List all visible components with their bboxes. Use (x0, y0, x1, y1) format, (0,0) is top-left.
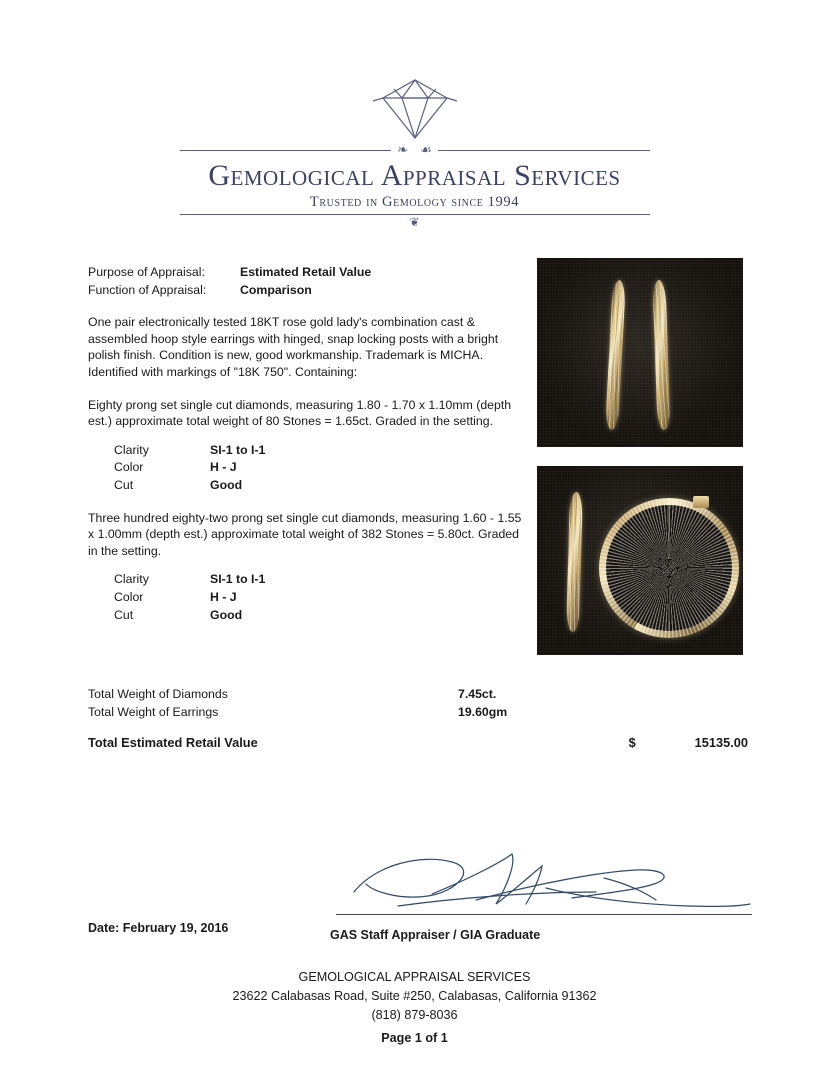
company-name: Gemological Appraisal Services (208, 159, 621, 192)
spec-row (114, 589, 528, 606)
spec-value: H - J (210, 589, 237, 604)
grand-total-row (88, 735, 748, 750)
spec-row (114, 571, 528, 588)
spec-row (114, 442, 528, 459)
ornament-left-icon: ❧ (397, 143, 409, 158)
spec-label: Cut (114, 477, 134, 492)
purpose-label: Purpose of Appraisal: (88, 265, 205, 279)
document-header (0, 78, 829, 228)
signature-area (336, 848, 756, 920)
spec-label: Cut (114, 607, 134, 622)
total-earring-weight-value: 19.60gm (458, 704, 508, 719)
header-rule-right (438, 150, 650, 151)
header-rule-left (180, 150, 392, 151)
footer-page-number: Page 1 of 1 (381, 1030, 448, 1045)
appraisal-body (88, 264, 528, 624)
appraisal-date: Date: February 19, 2016 (88, 921, 229, 935)
photo-background (537, 258, 743, 447)
total-diamond-weight-value: 7.45ct. (458, 687, 497, 701)
footer-address: 23622 Calabasas Road, Suite #250, Calabasas, California 91362 (232, 988, 597, 1003)
description-paragraph-3: Three hundred eighty-two prong set single cut diamonds, measuring 1.60 - 1.55 x 1.00mm (depth est.) approximate total weight of 382 Stones = 5.80ct. Graded in the setting. (88, 510, 522, 558)
spec-row (114, 459, 528, 476)
signature-caption: GAS Staff Appraiser / GIA Graduate (330, 928, 541, 942)
hoop-earring-photo (537, 466, 743, 655)
ornament-right-icon: ☙ (420, 143, 432, 158)
spec-label: Color (114, 460, 144, 475)
spec-label: Clarity (114, 572, 149, 587)
spec-label: Clarity (114, 442, 149, 457)
function-label: Function of Appraisal: (88, 282, 207, 297)
function-row (88, 282, 528, 299)
specs-table-2 (114, 571, 528, 623)
spec-row (114, 477, 528, 494)
spec-value: Good (210, 477, 243, 492)
spec-label: Color (114, 589, 144, 604)
total-earring-weight-row (88, 704, 748, 722)
header-flourish-top (180, 144, 650, 157)
ornament-bottom-icon: ❦ (409, 215, 420, 229)
spec-value: H - J (210, 460, 237, 475)
spec-value: SI-1 to I-1 (210, 442, 266, 457)
spec-value: Good (210, 607, 243, 622)
spec-value: SI-1 to I-1 (210, 572, 266, 587)
company-tagline: Trusted in Gemology since 1994 (309, 194, 520, 210)
grand-total-label: Total Estimated Retail Value (88, 735, 258, 750)
purpose-row (88, 264, 528, 281)
hoop-clasp (693, 496, 709, 508)
earring-pair-photo (537, 258, 743, 447)
document-footer (0, 968, 829, 1048)
specs-table-1 (114, 442, 528, 494)
total-earring-weight-label: Total Weight of Earrings (88, 704, 219, 719)
spec-row (114, 607, 528, 624)
grand-total-currency: $ (628, 735, 636, 750)
totals-block (88, 686, 748, 722)
grand-total-amount: 15135.00 (694, 735, 748, 750)
footer-company: GEMOLOGICAL APPRAISAL SERVICES (298, 970, 531, 984)
hoop-earring (599, 498, 739, 638)
signature-line (336, 914, 752, 915)
purpose-value: Estimated Retail Value (240, 265, 372, 279)
description-paragraph-1: One pair electronically tested 18KT rose gold lady's combination cast & assembled hoop style earrings with hinged, snap locking posts with a bright polish finish. Condition is new, good workmanship. Trademark is MICHA. Identified with markings of "18K 750". Containing: (88, 315, 499, 379)
total-diamond-weight-row (88, 686, 748, 704)
total-diamond-weight-label: Total Weight of Diamonds (88, 687, 228, 701)
function-value: Comparison (240, 282, 312, 297)
diamond-icon (361, 78, 469, 140)
description-paragraph-2: Eighty prong set single cut diamonds, measuring 1.80 - 1.70 x 1.10mm (depth est.) approximate total weight of 80 Stones = 1.65ct. Graded in the setting. (88, 397, 512, 429)
signature-icon (336, 848, 756, 920)
footer-phone: (818) 879-8036 (371, 1007, 458, 1022)
